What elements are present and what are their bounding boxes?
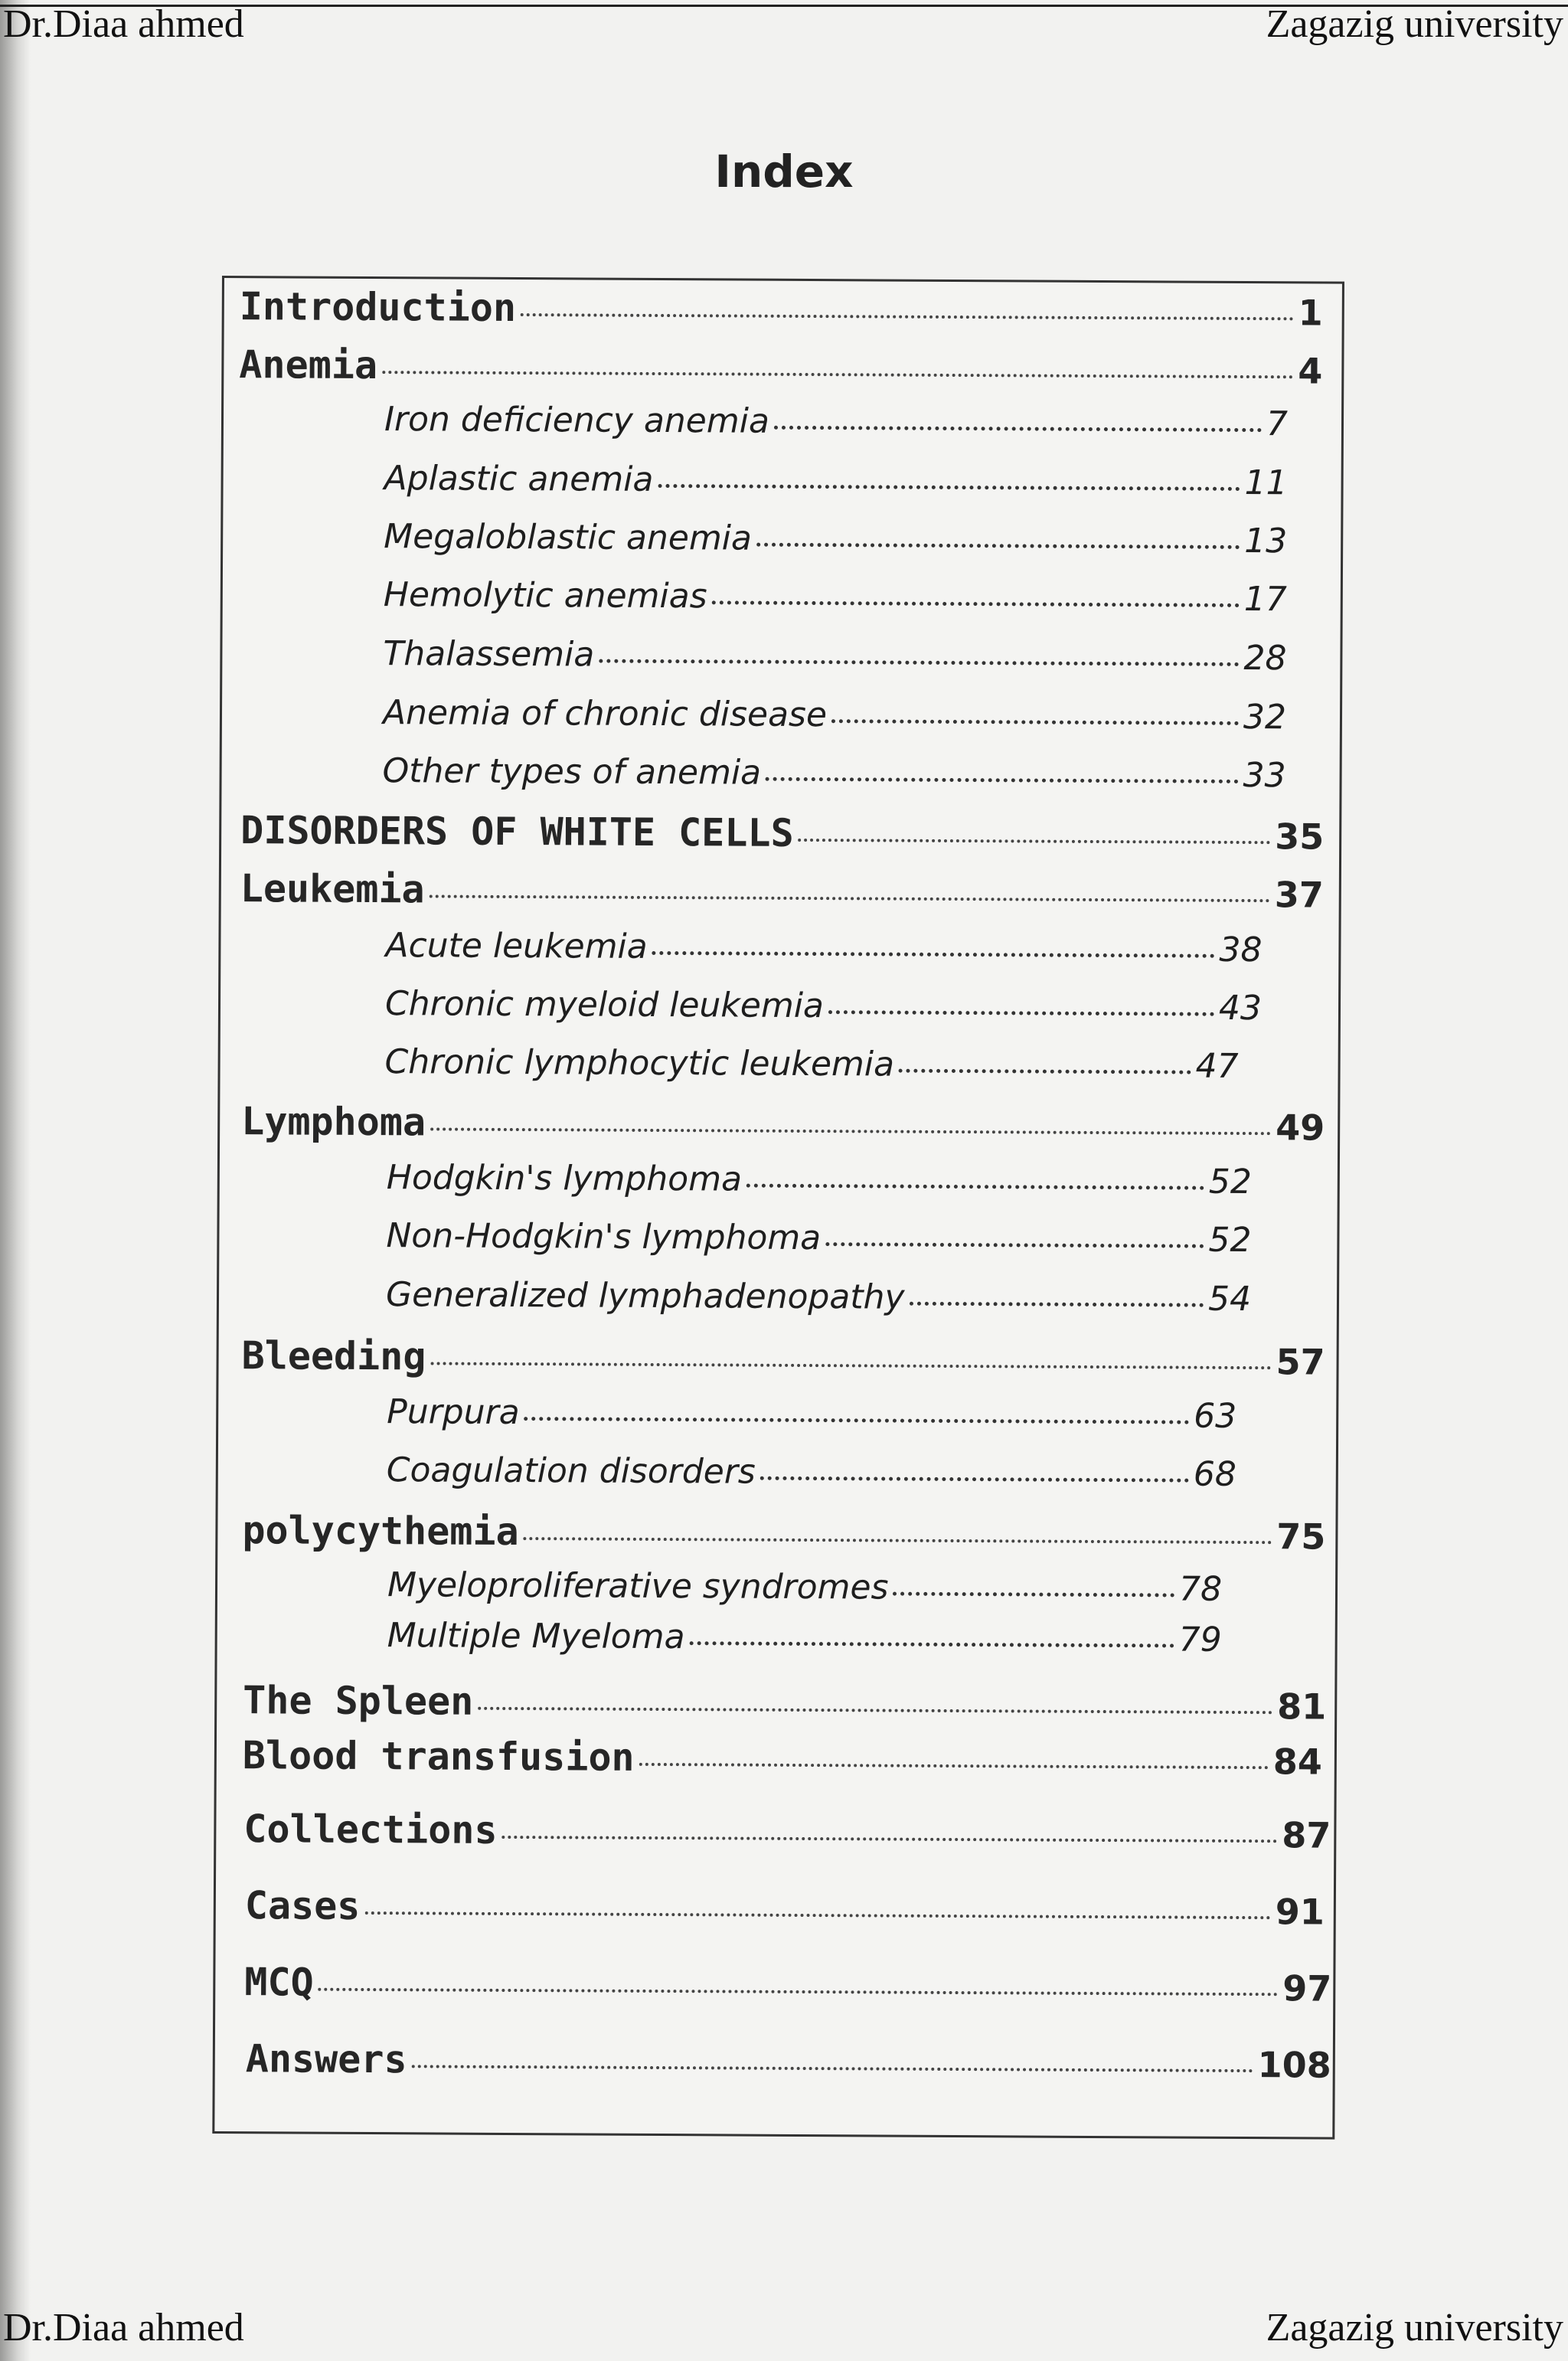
index-entry-bleeding [241,1333,1325,1383]
index-entry-myeloproliferative-syndromes [387,1565,1222,1609]
entry-page: 17 [1243,579,1287,620]
index-entry-answers [246,2036,1331,2086]
entry-page: 38 [1219,930,1263,970]
entry-label: Thalassemia [383,634,595,675]
leader-dots [899,1069,1191,1074]
index-entry-coagulation-disorders [387,1450,1236,1494]
entry-label: Anemia of chronic disease [382,693,828,735]
leader-dots [652,951,1215,958]
index-entry-iron-deficiency-anemia [384,400,1288,443]
index-entry-cases [245,1883,1325,1933]
entry-label: Aplastic anemia [384,459,654,499]
leader-dots [689,1641,1174,1647]
index-entry-lymphoma [241,1099,1325,1149]
entry-page: 52 [1208,1220,1252,1261]
leader-dots [756,543,1240,549]
page-title-text: Index [714,146,854,198]
entry-label: Hodgkin's lymphoma [386,1158,743,1199]
index-entry-anemia-of-chronic-disease [383,693,1286,737]
entry-label: Lymphoma [241,1099,426,1145]
index-entry-chronic-lymphocytic-leukemia [384,1042,1238,1086]
header-author: Dr.Diaa ahmed [3,2,244,46]
index-entry-hemolytic-anemias [384,575,1287,619]
index-entry-the-spleen [243,1678,1326,1728]
entry-label: Megaloblastic anemia [384,517,753,558]
entry-label: Anemia [239,342,378,388]
entry-label: Purpura [387,1392,520,1433]
entry-page: 33 [1243,755,1286,796]
leader-dots [760,1476,1189,1483]
entry-label: Non-Hodgkin's lymphoma [386,1216,822,1258]
entry-page: 7 [1266,404,1289,444]
index-entry-blood-transfusion [243,1733,1322,1783]
index-entry-purpura [387,1392,1236,1436]
entry-label: Multiple Myeloma [387,1616,685,1657]
leader-dots [825,1242,1204,1248]
entry-page: 87 [1282,1814,1331,1856]
leader-dots [599,659,1239,666]
index-entry-mcq [244,1960,1331,2009]
index-entry-chronic-myeloid-leukemia [385,984,1262,1028]
entry-page: 13 [1244,521,1288,561]
entry-label: Answers [245,2036,407,2082]
entry-page: 81 [1277,1686,1327,1728]
index-entry-aplastic-anemia [384,459,1287,502]
index-entry-polycythemia [242,1508,1325,1558]
header-university: Zagazig university [1266,2,1563,46]
index-entry-other-types-of-anemia [382,751,1285,795]
entry-label: Introduction [239,284,517,331]
index-entry-generalized-lymphadenopathy [386,1275,1251,1319]
entry-label: Generalized lymphadenopathy [385,1275,905,1317]
entry-label: Cases [244,1883,361,1928]
entry-page: 1 [1298,292,1323,334]
entry-page: 54 [1207,1279,1252,1319]
leader-dots [501,1836,1277,1843]
leader-dots [524,1537,1272,1544]
entry-label: Myeloproliferative syndromes [387,1565,889,1607]
leader-dots [411,2065,1253,2072]
entry-label: Blood transfusion [242,1733,635,1780]
leader-dots [712,600,1240,607]
leader-dots [799,839,1271,844]
entry-page: 91 [1275,1891,1325,1933]
entry-page: 43 [1218,988,1263,1028]
leader-dots [909,1302,1204,1307]
index-entry-multiple-myeloma [387,1616,1222,1660]
leader-dots [364,1911,1270,1919]
footer-university: Zagazig university [1266,2306,1563,2350]
entry-label: Leukemia [240,866,425,912]
index-box [212,276,1344,2140]
entry-label: Other types of anemia [382,751,762,793]
entry-label: Chronic myeloid leukemia [384,984,825,1026]
entry-page: 63 [1194,1396,1237,1436]
leader-dots [774,426,1262,432]
entry-page: 57 [1276,1341,1325,1383]
entry-label: Iron deficiency anemia [384,400,769,441]
index-entry-leukemia [240,866,1324,916]
entry-label: Chronic lymphocytic leukemia [384,1042,895,1084]
entry-page: 49 [1276,1107,1325,1149]
entry-label: MCQ [244,1960,314,2005]
leader-dots [746,1184,1204,1190]
leader-dots [893,1592,1174,1597]
entry-page: 75 [1276,1516,1326,1558]
leader-dots [831,719,1239,725]
leader-dots [430,1362,1271,1369]
entry-page: 28 [1243,638,1287,679]
index-entry-introduction [240,284,1323,334]
entry-page: 47 [1195,1046,1239,1086]
entry-page: 35 [1275,816,1325,858]
index-entry-megaloblastic-anemia [384,517,1287,561]
index-entry-hodgkins-lymphoma [387,1158,1252,1202]
entry-label: The Spleen [243,1678,474,1724]
entry-label: Hemolytic anemias [383,575,707,616]
index-entry-disorders-of-white-cells [240,808,1324,858]
entry-page: 52 [1208,1162,1252,1202]
entry-page: 78 [1178,1569,1223,1609]
entry-page: 11 [1244,463,1288,503]
page-edge-shadow [0,0,31,2361]
entry-page: 4 [1298,350,1323,392]
entry-label: DISORDERS OF WHITE CELLS [240,808,794,855]
entry-page: 37 [1274,874,1324,916]
entry-label: Coagulation disorders [386,1450,756,1492]
footer-author: Dr.Diaa ahmed [3,2306,244,2350]
leader-dots [478,1707,1272,1714]
leader-dots [639,1763,1269,1769]
entry-label: Acute leukemia [385,926,648,966]
leader-dots [524,1417,1190,1424]
entry-page: 32 [1243,697,1287,737]
leader-dots [430,894,1270,902]
entry-page: 84 [1272,1741,1323,1783]
leader-dots [382,371,1293,378]
entry-label: Bleeding [241,1333,426,1379]
leader-dots [828,1010,1214,1016]
index-entry-non-hodgkins-lymphoma [386,1216,1251,1260]
index-entry-anemia [239,342,1322,392]
entry-label: polycythemia [242,1508,519,1555]
leader-dots [521,313,1294,320]
entry-page: 68 [1193,1454,1236,1494]
entry-page: 79 [1178,1620,1222,1660]
leader-dots [766,777,1239,783]
entry-page: 108 [1257,2044,1331,2086]
leader-dots [318,1988,1279,1996]
index-entry-thalassemia [383,634,1286,678]
entry-page: 97 [1282,1967,1332,2009]
index-entry-collections [243,1807,1331,1856]
entry-label: Collections [243,1807,498,1853]
leader-dots [430,1127,1271,1135]
index-entry-acute-leukemia [385,926,1262,970]
page-title [0,146,1568,198]
leader-dots [658,484,1240,491]
